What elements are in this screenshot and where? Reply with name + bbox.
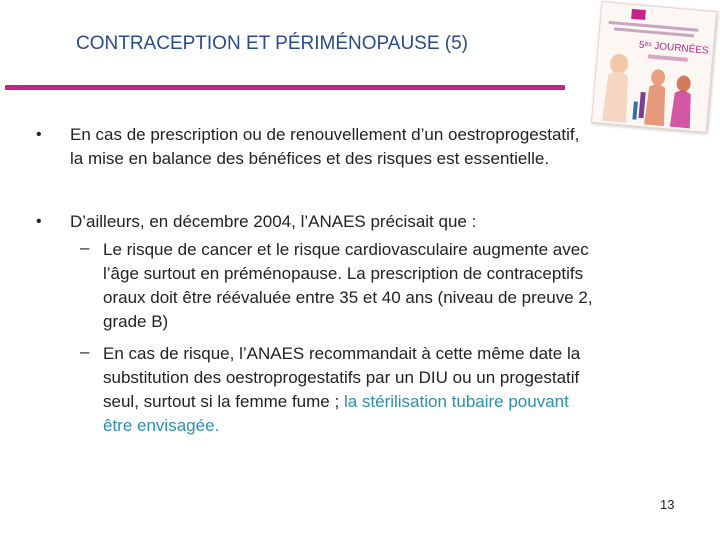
subitem-2-line-3 bbox=[103, 390, 569, 414]
bullet-marker: • bbox=[36, 213, 42, 230]
bullet-1-line-1: En cas de prescription ou de renouvellement d’un oestroprogestatif, bbox=[70, 125, 580, 144]
subitem-1-line-3: oraux doit être réévaluée entre 35 et 40 ans (niveau de preuve 2, bbox=[103, 288, 593, 307]
subitem-1-line-4: grade B) bbox=[103, 312, 169, 331]
subitem-1-line-2: l’âge surtout en préménopause. La prescription de contraceptifs bbox=[103, 264, 584, 283]
thumbnail-text: 5ᵉˢ JOURNÉES bbox=[638, 39, 709, 57]
bullet-1-line-2: la mise en balance des bénéfices et des risques est essentielle. bbox=[70, 149, 550, 168]
bullet-2-line-1: D’ailleurs, en décembre 2004, l’ANAES précisait que : bbox=[70, 212, 477, 231]
highlighted-text: la stérilisation tubaire pouvant bbox=[343, 392, 569, 411]
subitem-2-line-1: En cas de risque, l’ANAES recommandait à cette même date la bbox=[103, 344, 581, 363]
subitem-dash: – bbox=[80, 342, 90, 361]
slide-title: CONTRACEPTION ET PÉRIMÉNOPAUSE (5) bbox=[76, 33, 469, 54]
bullet-marker: • bbox=[36, 126, 42, 143]
subitem-2-line-2: substitution des oestroprogestatifs par un DIU ou un progestatif bbox=[103, 368, 580, 387]
subitem-1-line-1: Le risque de cancer et le risque cardiovasculaire augmente avec bbox=[103, 240, 589, 259]
highlighted-text-end: être envisagée. bbox=[103, 416, 220, 435]
page-number: 13 bbox=[660, 497, 675, 512]
subitem-2-line-3-text: seul, surtout si la femme fume ; bbox=[103, 392, 340, 411]
subitem-dash: – bbox=[80, 238, 90, 257]
